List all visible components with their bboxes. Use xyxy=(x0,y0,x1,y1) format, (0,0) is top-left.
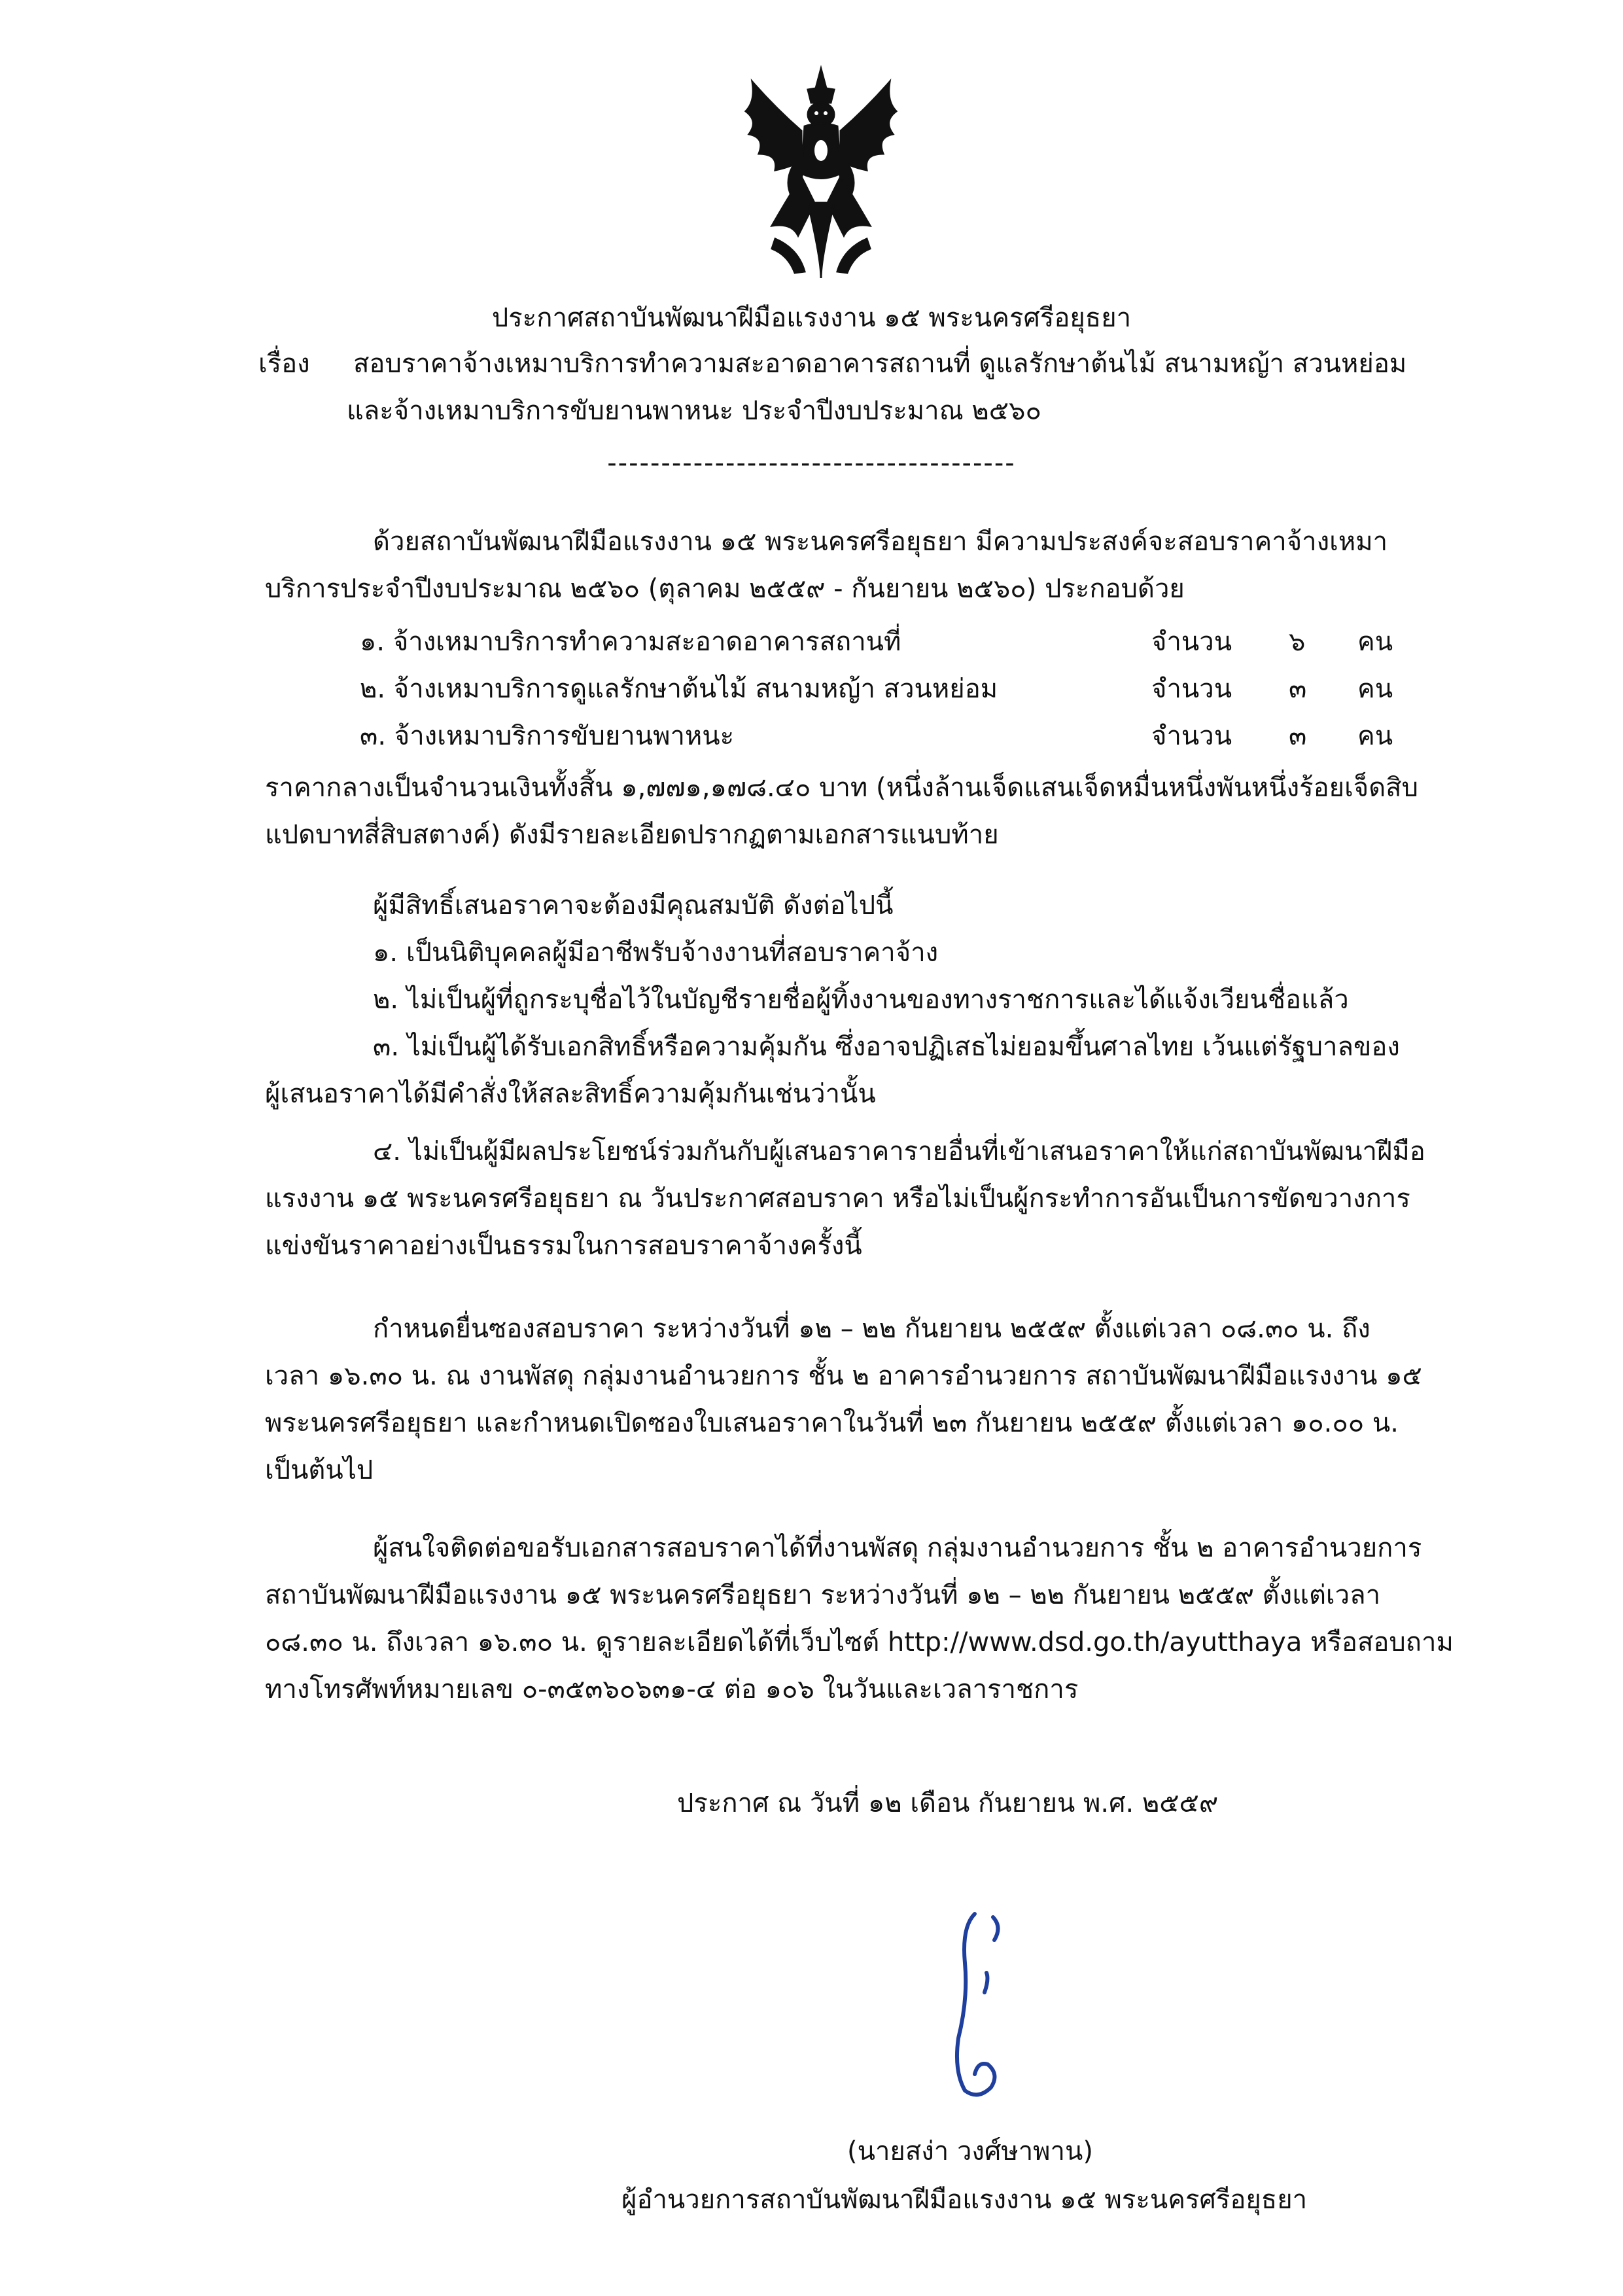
qualification-item-cont: ผู้เสนอราคาได้มีคำสั่งให้สละสิทธิ์ความคุ้มกันเช่นว่านั้น xyxy=(265,1079,876,1109)
quantity-unit: คน xyxy=(1357,674,1393,704)
deadline-line-2: เวลา ๑๖.๓๐ น. ณ งานพัสดุ กลุ่มงานอำนวยการ ชั้น ๒ อาคารอำนวยการ สถาบันพัฒนาฝีมือแรงงาน ๑๕ xyxy=(265,1361,1422,1391)
document-title: ประกาศสถาบันพัฒนาฝีมือแรงงาน ๑๕ พระนครศรีอยุธยา xyxy=(491,303,1132,333)
deadline-line-1: กำหนดยื่นซองสอบราคา ระหว่างวันที่ ๑๒ – ๒๒ กันยายน ๒๕๕๙ ตั้งแต่เวลา ๐๘.๓๐ น. ถึง xyxy=(373,1314,1370,1344)
handwritten-signature xyxy=(929,1901,1034,2110)
deadline-line-3: พระนครศรีอยุธยา และกำหนดเปิดซองใบเสนอราคาในวันที่ ๒๓ กันยายน ๒๕๕๙ ตั้งแต่เวลา ๑๐.๐๐ น. xyxy=(265,1408,1399,1438)
price-line-2: แปดบาทสี่สิบสตางค์) ดังมีรายละเอียดปรากฏตามเอกสารแนบท้าย xyxy=(265,820,999,850)
service-name: ๒. จ้างเหมาบริการดูแลรักษาต้นไม้ สนามหญ้า สวนหย่อม xyxy=(360,674,998,704)
deadline-line-4: เป็นต้นไป xyxy=(265,1455,374,1485)
quantity-unit: คน xyxy=(1357,627,1393,657)
qualifications-heading: ผู้มีสิทธิ์เสนอราคาจะต้องมีคุณสมบัติ ดังต่อไปนี้ xyxy=(373,891,894,921)
service-item xyxy=(360,713,1485,760)
qualification-item-cont: แรงงาน ๑๕ พระนครศรีอยุธยา ณ วันประกาศสอบราคา หรือไม่เป็นผู้กระทำการอันเป็นการขัดขวางการ xyxy=(265,1184,1410,1214)
quantity-label: จำนวน xyxy=(1151,721,1232,751)
qualification-item: ๓. ไม่เป็นผู้ได้รับเอกสิทธิ์หรือความคุ้มกัน ซึ่งอาจปฏิเสธไม่ยอมขึ้นศาลไทย เว้นแต่รัฐบาลของ xyxy=(373,1032,1400,1062)
header-separator: -------------------------------------- xyxy=(607,448,1016,478)
subject-label: เรื่อง xyxy=(258,349,310,379)
quantity-value: ๓ xyxy=(1289,721,1307,751)
contact-line-3: ๐๘.๓๐ น. ถึงเวลา ๑๖.๓๐ น. ดูรายละเอียดได้ที่เว็บไซต์ http://www.dsd.go.th/ayutthaya หรือสอบถาม xyxy=(265,1627,1454,1657)
signatory-position: ผู้อำนวยการสถาบันพัฒนาฝีมือแรงงาน ๑๕ พระนครศรีอยุธยา xyxy=(621,2185,1308,2215)
announcement-date: ประกาศ ณ วันที่ ๑๒ เดือน กันยายน พ.ศ. ๒๕๕๙ xyxy=(677,1788,1219,1818)
subject-line-1: สอบราคาจ้างเหมาบริการทำความสะอาดอาคารสถานที่ ดูแลรักษาต้นไม้ สนามหญ้า สวนหย่อม xyxy=(353,349,1407,379)
qualification-item: ๑. เป็นนิติบุคคลผู้มีอาชีพรับจ้างงานที่สอบราคาจ้าง xyxy=(373,938,939,968)
intro-line-1: ด้วยสถาบันพัฒนาฝีมือแรงงาน ๑๕ พระนครศรีอยุธยา มีความประสงค์จะสอบราคาจ้างเหมา xyxy=(373,527,1388,557)
garuda-emblem xyxy=(736,62,906,285)
qualification-item-cont: แข่งขันราคาอย่างเป็นธรรมในการสอบราคาจ้างครั้งนี้ xyxy=(265,1231,862,1261)
quantity-value: ๖ xyxy=(1289,627,1306,657)
subject-line-2: และจ้างเหมาบริการขับยานพาหนะ ประจำปีงบประมาณ ๒๕๖๐ xyxy=(347,396,1041,426)
quantity-label: จำนวน xyxy=(1151,627,1232,657)
contact-line-2: สถาบันพัฒนาฝีมือแรงงาน ๑๕ พระนครศรีอยุธยา ระหว่างวันที่ ๑๒ – ๒๒ กันยายน ๒๕๕๙ ตั้งแต่เวลา xyxy=(265,1580,1381,1610)
service-name: ๓. จ้างเหมาบริการขับยานพาหนะ xyxy=(360,721,735,751)
quantity-unit: คน xyxy=(1357,721,1393,751)
quantity-value: ๓ xyxy=(1289,674,1307,704)
service-name: ๑. จ้างเหมาบริการทำความสะอาดอาคารสถานที่ xyxy=(360,627,901,657)
intro-line-2: บริการประจำปีงบประมาณ ๒๕๖๐ (ตุลาคม ๒๕๕๙ - กันยายน ๒๕๖๐) ประกอบด้วย xyxy=(265,574,1185,604)
signatory-name: (นายสง่า วงศ์ษาพาน) xyxy=(847,2136,1093,2166)
contact-line-4: ทางโทรศัพท์หมายเลข ๐-๓๕๓๖๐๖๓๑-๔ ต่อ ๑๐๖ ในวันและเวลาราชการ xyxy=(265,1674,1079,1704)
qualification-item: ๔. ไม่เป็นผู้มีผลประโยชน์ร่วมกันกับผู้เสนอราคารายอื่นที่เข้าเสนอราคาให้แก่สถาบันพัฒนาฝีมือ xyxy=(373,1137,1425,1167)
service-item xyxy=(360,618,1485,665)
quantity-label: จำนวน xyxy=(1151,674,1232,704)
qualification-item: ๒. ไม่เป็นผู้ที่ถูกระบุชื่อไว้ในบัญชีรายชื่อผู้ทิ้งงานของทางราชการและได้แจ้งเวียนชื่อแล้ว xyxy=(373,985,1349,1015)
service-item xyxy=(360,665,1485,713)
contact-line-1: ผู้สนใจติดต่อขอรับเอกสารสอบราคาได้ที่งานพัสดุ กลุ่มงานอำนวยการ ชั้น ๒ อาคารอำนวยการ xyxy=(373,1533,1422,1563)
price-line-1: ราคากลางเป็นจำนวนเงินทั้งสิ้น ๑,๗๗๑,๑๗๘.๔๐ บาท (หนึ่งล้านเจ็ดแสนเจ็ดหมื่นหนึ่งพันหนึ่งร้อยเจ็ดสิบ xyxy=(265,773,1418,803)
